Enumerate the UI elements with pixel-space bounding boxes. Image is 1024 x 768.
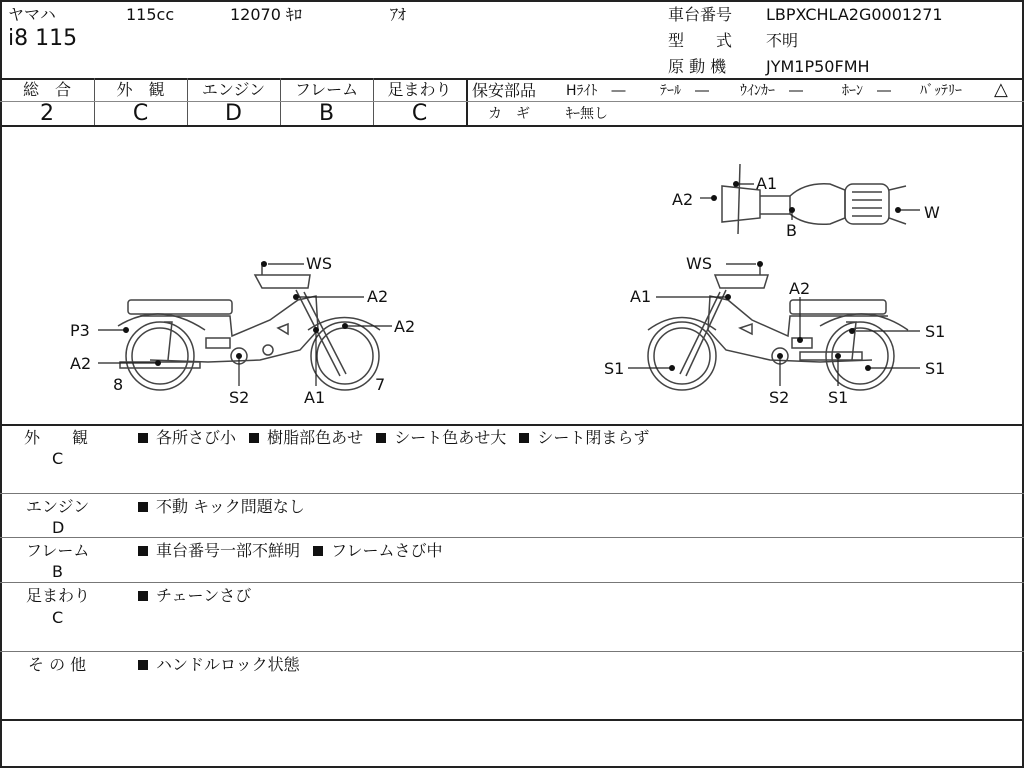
grade-frame-value: B xyxy=(318,101,335,126)
note-item: ハンドルロック状態 xyxy=(156,655,300,674)
grade-engine-label: エンジン xyxy=(201,80,266,99)
note-item: 不動 キック問題なし xyxy=(156,497,305,516)
color: ｱｵ xyxy=(390,5,407,24)
divider xyxy=(0,719,1024,721)
left-side-view xyxy=(118,262,380,390)
safety-winker: ｳｲﾝｶｰ ― xyxy=(740,83,803,99)
safety-label: 保安部品 xyxy=(472,81,537,100)
engine-no: JYM1P50FMH xyxy=(766,57,870,76)
grade-exterior-label: 外 観 xyxy=(116,80,165,99)
note-item: 車台番号一部不鮮明 xyxy=(156,541,301,560)
safety-battery: ﾊﾞｯﾃﾘｰ xyxy=(920,83,962,99)
diagram-label: A2 xyxy=(789,279,811,298)
frame-no-label: 車台番号 xyxy=(668,5,733,24)
note-label-suspension: 足まわり xyxy=(26,586,91,605)
note-label-other: そ の 他 xyxy=(28,655,87,674)
note-items-exterior xyxy=(138,428,657,448)
diagram-label: WS xyxy=(686,254,712,273)
note-item: チェーンさび xyxy=(156,586,252,605)
grade-overall-label: 総 合 xyxy=(22,80,71,99)
top-view xyxy=(722,164,906,234)
key-value: ｷｰ無し xyxy=(566,106,608,122)
diagram-label: P3 xyxy=(70,321,90,340)
frame-no: LBPXCHLA2G0001271 xyxy=(766,5,943,24)
note-item: シート閉まらず xyxy=(537,428,650,447)
divider xyxy=(0,537,1024,538)
grade-frame-label: フレーム xyxy=(294,80,359,99)
note-item: 樹脂部色あせ xyxy=(267,428,364,447)
diagram-label: A2 xyxy=(394,317,416,336)
note-grade-exterior: C xyxy=(52,449,64,468)
note-items-other xyxy=(138,655,308,675)
divider xyxy=(0,651,1024,652)
note-grade-suspension: C xyxy=(52,608,64,627)
diagram-label: A1 xyxy=(304,388,326,407)
diagram-label: A1 xyxy=(630,287,652,306)
battery-mark: △ xyxy=(994,79,1008,100)
note-label-exterior: 外 観 xyxy=(24,428,89,447)
diagram-label: 8 xyxy=(113,375,124,394)
model-name: i8 115 xyxy=(8,26,78,51)
note-label-frame: フレーム xyxy=(26,541,90,560)
diagram-label: WS xyxy=(306,254,332,273)
note-items-engine xyxy=(138,497,313,517)
note-label-engine: エンジン xyxy=(26,497,90,516)
diagram-label: W xyxy=(924,203,940,222)
maker: ヤマハ xyxy=(8,5,56,24)
grade-suspension-value: C xyxy=(411,101,428,126)
diagram-label: A2 xyxy=(367,287,389,306)
key-label: カ ギ xyxy=(488,106,530,122)
divider xyxy=(0,582,1024,583)
safety-horn: ﾎｰﾝ ― xyxy=(842,83,891,99)
grade-overall-value: 2 xyxy=(40,101,54,126)
note-item: フレームさび中 xyxy=(331,541,443,560)
mileage: 12070 ｷﾛ xyxy=(230,5,302,24)
diagram-label: B xyxy=(786,221,797,240)
diagram-label: S1 xyxy=(604,359,625,378)
diagram-label: S1 xyxy=(925,322,946,341)
diagram-label: S2 xyxy=(229,388,250,407)
grade-exterior-value: C xyxy=(132,101,149,126)
diagram-label: 7 xyxy=(375,375,386,394)
diagram-label: S1 xyxy=(828,388,849,407)
note-grade-frame: B xyxy=(52,562,63,581)
safety-headlight: Hﾗｲﾄ ― xyxy=(566,83,626,99)
note-item: シート色あせ大 xyxy=(394,428,507,447)
safety-tail: ﾃｰﾙ ― xyxy=(660,83,709,99)
note-items-frame xyxy=(138,541,450,561)
displacement: 115cc xyxy=(126,5,175,24)
divider xyxy=(0,493,1024,494)
diagram-label: A1 xyxy=(756,174,778,193)
engine-label: 原 動 機 xyxy=(668,57,727,76)
diagram-label: A2 xyxy=(70,354,92,373)
note-item: 各所さび小 xyxy=(156,428,237,447)
diagram-label: S2 xyxy=(769,388,790,407)
model-type-label: 型 式 xyxy=(668,31,733,50)
diagram-label: S1 xyxy=(925,359,946,378)
model-type: 不明 xyxy=(766,31,799,50)
grade-suspension-label: 足まわり xyxy=(387,80,452,99)
grade-engine-value: D xyxy=(225,101,242,126)
diagram-label: A2 xyxy=(672,190,694,209)
note-items-suspension xyxy=(138,586,259,606)
note-grade-engine: D xyxy=(52,518,65,537)
